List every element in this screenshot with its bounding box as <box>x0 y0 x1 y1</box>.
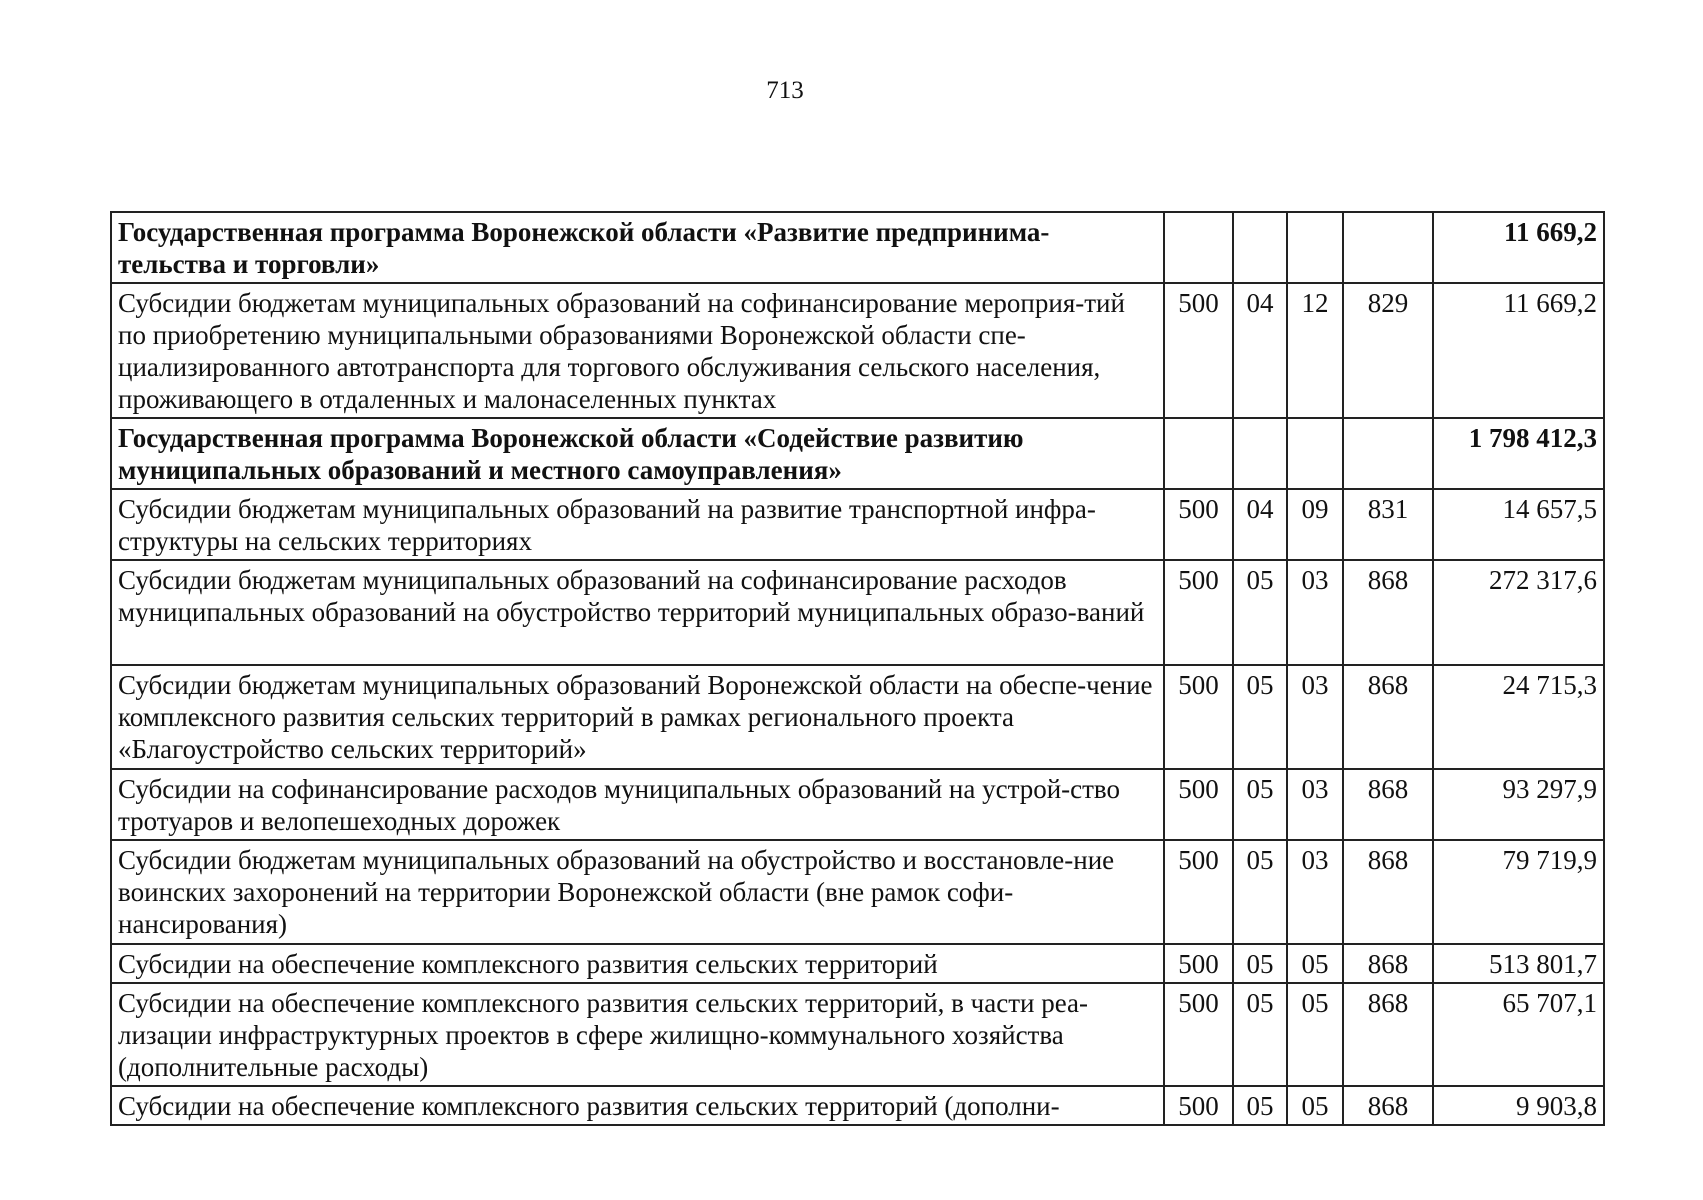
row-amount: 14 657,5 <box>1433 489 1604 560</box>
row-section <box>1233 212 1287 283</box>
page-number: 713 <box>766 77 804 104</box>
row-subsection: 03 <box>1287 665 1343 769</box>
row-amount: 272 317,6 <box>1433 560 1604 665</box>
table-row-program <box>111 212 1604 283</box>
row-amount: 93 297,9 <box>1433 769 1604 840</box>
row-amount: 1 798 412,3 <box>1433 418 1604 489</box>
row-code: 500 <box>1164 665 1233 769</box>
row-amount: 9 903,8 <box>1433 1086 1604 1125</box>
row-article: 831 <box>1343 489 1433 560</box>
table-row <box>111 983 1604 1086</box>
row-amount: 11 669,2 <box>1433 283 1604 418</box>
table-row <box>111 840 1604 944</box>
row-amount: 11 669,2 <box>1433 212 1604 283</box>
row-section: 05 <box>1233 665 1287 769</box>
row-name: Субсидии бюджетам муниципальных образований на развитие транспортной инфра-структуры на сельских территориях <box>111 489 1164 560</box>
row-name: Субсидии на обеспечение комплексного развития сельских территорий (дополни- <box>111 1086 1164 1125</box>
row-article <box>1343 418 1433 489</box>
row-subsection: 05 <box>1287 1086 1343 1125</box>
row-code: 500 <box>1164 1086 1233 1125</box>
row-name: Субсидии бюджетам муниципальных образований на софинансирование расходов муниципальных образований на обустройство территорий муниципальных образо-ваний <box>111 560 1164 665</box>
table-row <box>111 560 1604 665</box>
row-name: Субсидии на софинансирование расходов муниципальных образований на устрой-ство тротуаров и велопешеходных дорожек <box>111 769 1164 840</box>
row-article: 868 <box>1343 840 1433 944</box>
row-code <box>1164 212 1233 283</box>
row-name: Субсидии бюджетам муниципальных образований Воронежской области на обеспе-чение комплексного развития сельских территорий в рамках регионального проекта «Благоустройство сельских территорий» <box>111 665 1164 769</box>
row-section: 04 <box>1233 489 1287 560</box>
row-article: 829 <box>1343 283 1433 418</box>
row-article: 868 <box>1343 769 1433 840</box>
row-section: 05 <box>1233 769 1287 840</box>
row-name: Субсидии бюджетам муниципальных образований на софинансирование мероприя-тий по приобретению муниципальными образованиями Воронежской области спе-циализированного автотранспорта для торгового обслуживания сельского населения, проживающего в отдаленных и малонаселенных пунктах <box>111 283 1164 418</box>
row-subsection <box>1287 418 1343 489</box>
row-name: Субсидии на обеспечение комплексного развития сельских территорий, в части реа-лизации инфраструктурных проектов в сфере жилищно-коммунального хозяйства (дополнительные расходы) <box>111 983 1164 1086</box>
row-code <box>1164 418 1233 489</box>
row-name: Субсидии бюджетам муниципальных образований на обустройство и восстановле-ние воинских захоронений на территории Воронежской области (вне рамок софи-нансирования) <box>111 840 1164 944</box>
row-section: 05 <box>1233 983 1287 1086</box>
row-section: 05 <box>1233 944 1287 983</box>
row-subsection: 05 <box>1287 944 1343 983</box>
row-amount: 65 707,1 <box>1433 983 1604 1086</box>
table-row <box>111 665 1604 769</box>
table-row <box>111 769 1604 840</box>
row-article <box>1343 212 1433 283</box>
row-article: 868 <box>1343 983 1433 1086</box>
row-amount: 513 801,7 <box>1433 944 1604 983</box>
row-code: 500 <box>1164 769 1233 840</box>
row-article: 868 <box>1343 944 1433 983</box>
row-amount: 79 719,9 <box>1433 840 1604 944</box>
row-code: 500 <box>1164 840 1233 944</box>
row-section: 04 <box>1233 283 1287 418</box>
row-article: 868 <box>1343 1086 1433 1125</box>
row-article: 868 <box>1343 560 1433 665</box>
row-subsection: 03 <box>1287 560 1343 665</box>
row-code: 500 <box>1164 489 1233 560</box>
row-amount: 24 715,3 <box>1433 665 1604 769</box>
table-row <box>111 489 1604 560</box>
row-section <box>1233 418 1287 489</box>
row-name: Государственная программа Воронежской области «Развитие предпринима-тельства и торговли» <box>111 212 1164 283</box>
row-section: 05 <box>1233 1086 1287 1125</box>
row-code: 500 <box>1164 560 1233 665</box>
row-subsection: 05 <box>1287 983 1343 1086</box>
budget-table <box>110 211 1605 1126</box>
row-section: 05 <box>1233 840 1287 944</box>
table-row <box>111 283 1604 418</box>
table-row-program <box>111 418 1604 489</box>
table-row <box>111 1086 1604 1125</box>
row-name: Государственная программа Воронежской области «Содействие развитию муниципальных образований и местного самоуправления» <box>111 418 1164 489</box>
row-subsection: 09 <box>1287 489 1343 560</box>
row-subsection: 12 <box>1287 283 1343 418</box>
row-code: 500 <box>1164 283 1233 418</box>
row-code: 500 <box>1164 944 1233 983</box>
row-name: Субсидии на обеспечение комплексного развития сельских территорий <box>111 944 1164 983</box>
row-code: 500 <box>1164 983 1233 1086</box>
row-subsection: 03 <box>1287 769 1343 840</box>
row-section: 05 <box>1233 560 1287 665</box>
table-row <box>111 944 1604 983</box>
row-article: 868 <box>1343 665 1433 769</box>
row-subsection: 03 <box>1287 840 1343 944</box>
row-subsection <box>1287 212 1343 283</box>
